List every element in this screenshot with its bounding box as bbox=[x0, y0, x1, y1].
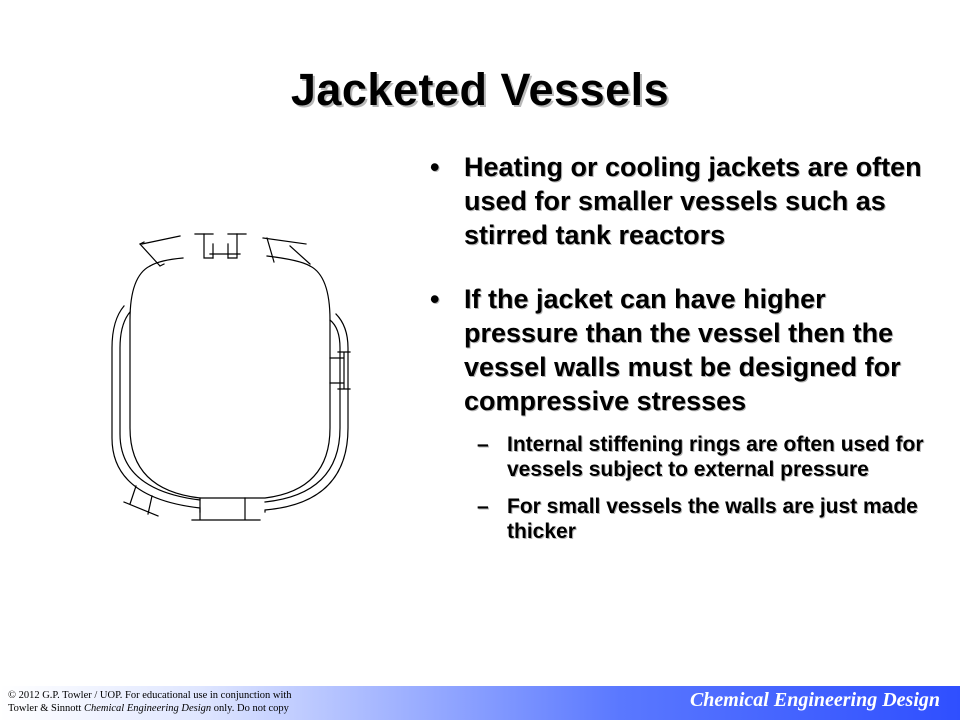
nozzle-right-top bbox=[263, 238, 310, 264]
bullet-list bbox=[430, 150, 945, 544]
jacketed-vessel-diagram bbox=[100, 228, 360, 528]
sub-bullet-marker: – bbox=[477, 495, 489, 518]
sub-bullet-item bbox=[430, 432, 945, 482]
footer-brand: Chemical Engineering Design bbox=[689, 689, 940, 711]
footer-bar bbox=[0, 686, 960, 720]
copyright-text: only. Do not copy bbox=[211, 703, 289, 714]
vessel-top-head bbox=[150, 254, 310, 266]
vessel-wall bbox=[130, 266, 330, 498]
nozzle-bottom bbox=[192, 498, 260, 520]
bullet-marker: • bbox=[430, 152, 440, 182]
bullet-item bbox=[430, 150, 945, 252]
sub-bullet-text: Internal stiffening rings are often used for vessels subject to external pressure bbox=[507, 433, 924, 481]
bullet-text: If the jacket can have higher pressure than the vessel then the vessel walls must be designed for compressive stresses bbox=[464, 284, 901, 416]
bullet-marker: • bbox=[430, 284, 440, 314]
jacket-inner bbox=[120, 312, 200, 500]
copyright-book-title: Chemical Engineering Design bbox=[83, 703, 212, 714]
bullet-text: Heating or cooling jackets are often used for smaller vessels such as stirred tank reactors bbox=[464, 152, 922, 250]
copyright-line-2 bbox=[8, 702, 398, 715]
copyright-line-1: © 2012 G.P. Towler / UOP. For educational use in conjunction with bbox=[8, 690, 292, 701]
slide-title: Jacketed Vessels bbox=[290, 64, 670, 115]
bullet-item bbox=[430, 282, 945, 418]
sub-bullet-text: For small vessels the walls are just made thicker bbox=[507, 495, 918, 543]
sub-bullet-marker: – bbox=[477, 433, 489, 456]
jacket-outer bbox=[112, 306, 200, 512]
sub-bullet-item bbox=[430, 494, 945, 544]
copyright-text: Towler & Sinnott bbox=[8, 703, 84, 714]
copyright-notice bbox=[8, 689, 398, 715]
